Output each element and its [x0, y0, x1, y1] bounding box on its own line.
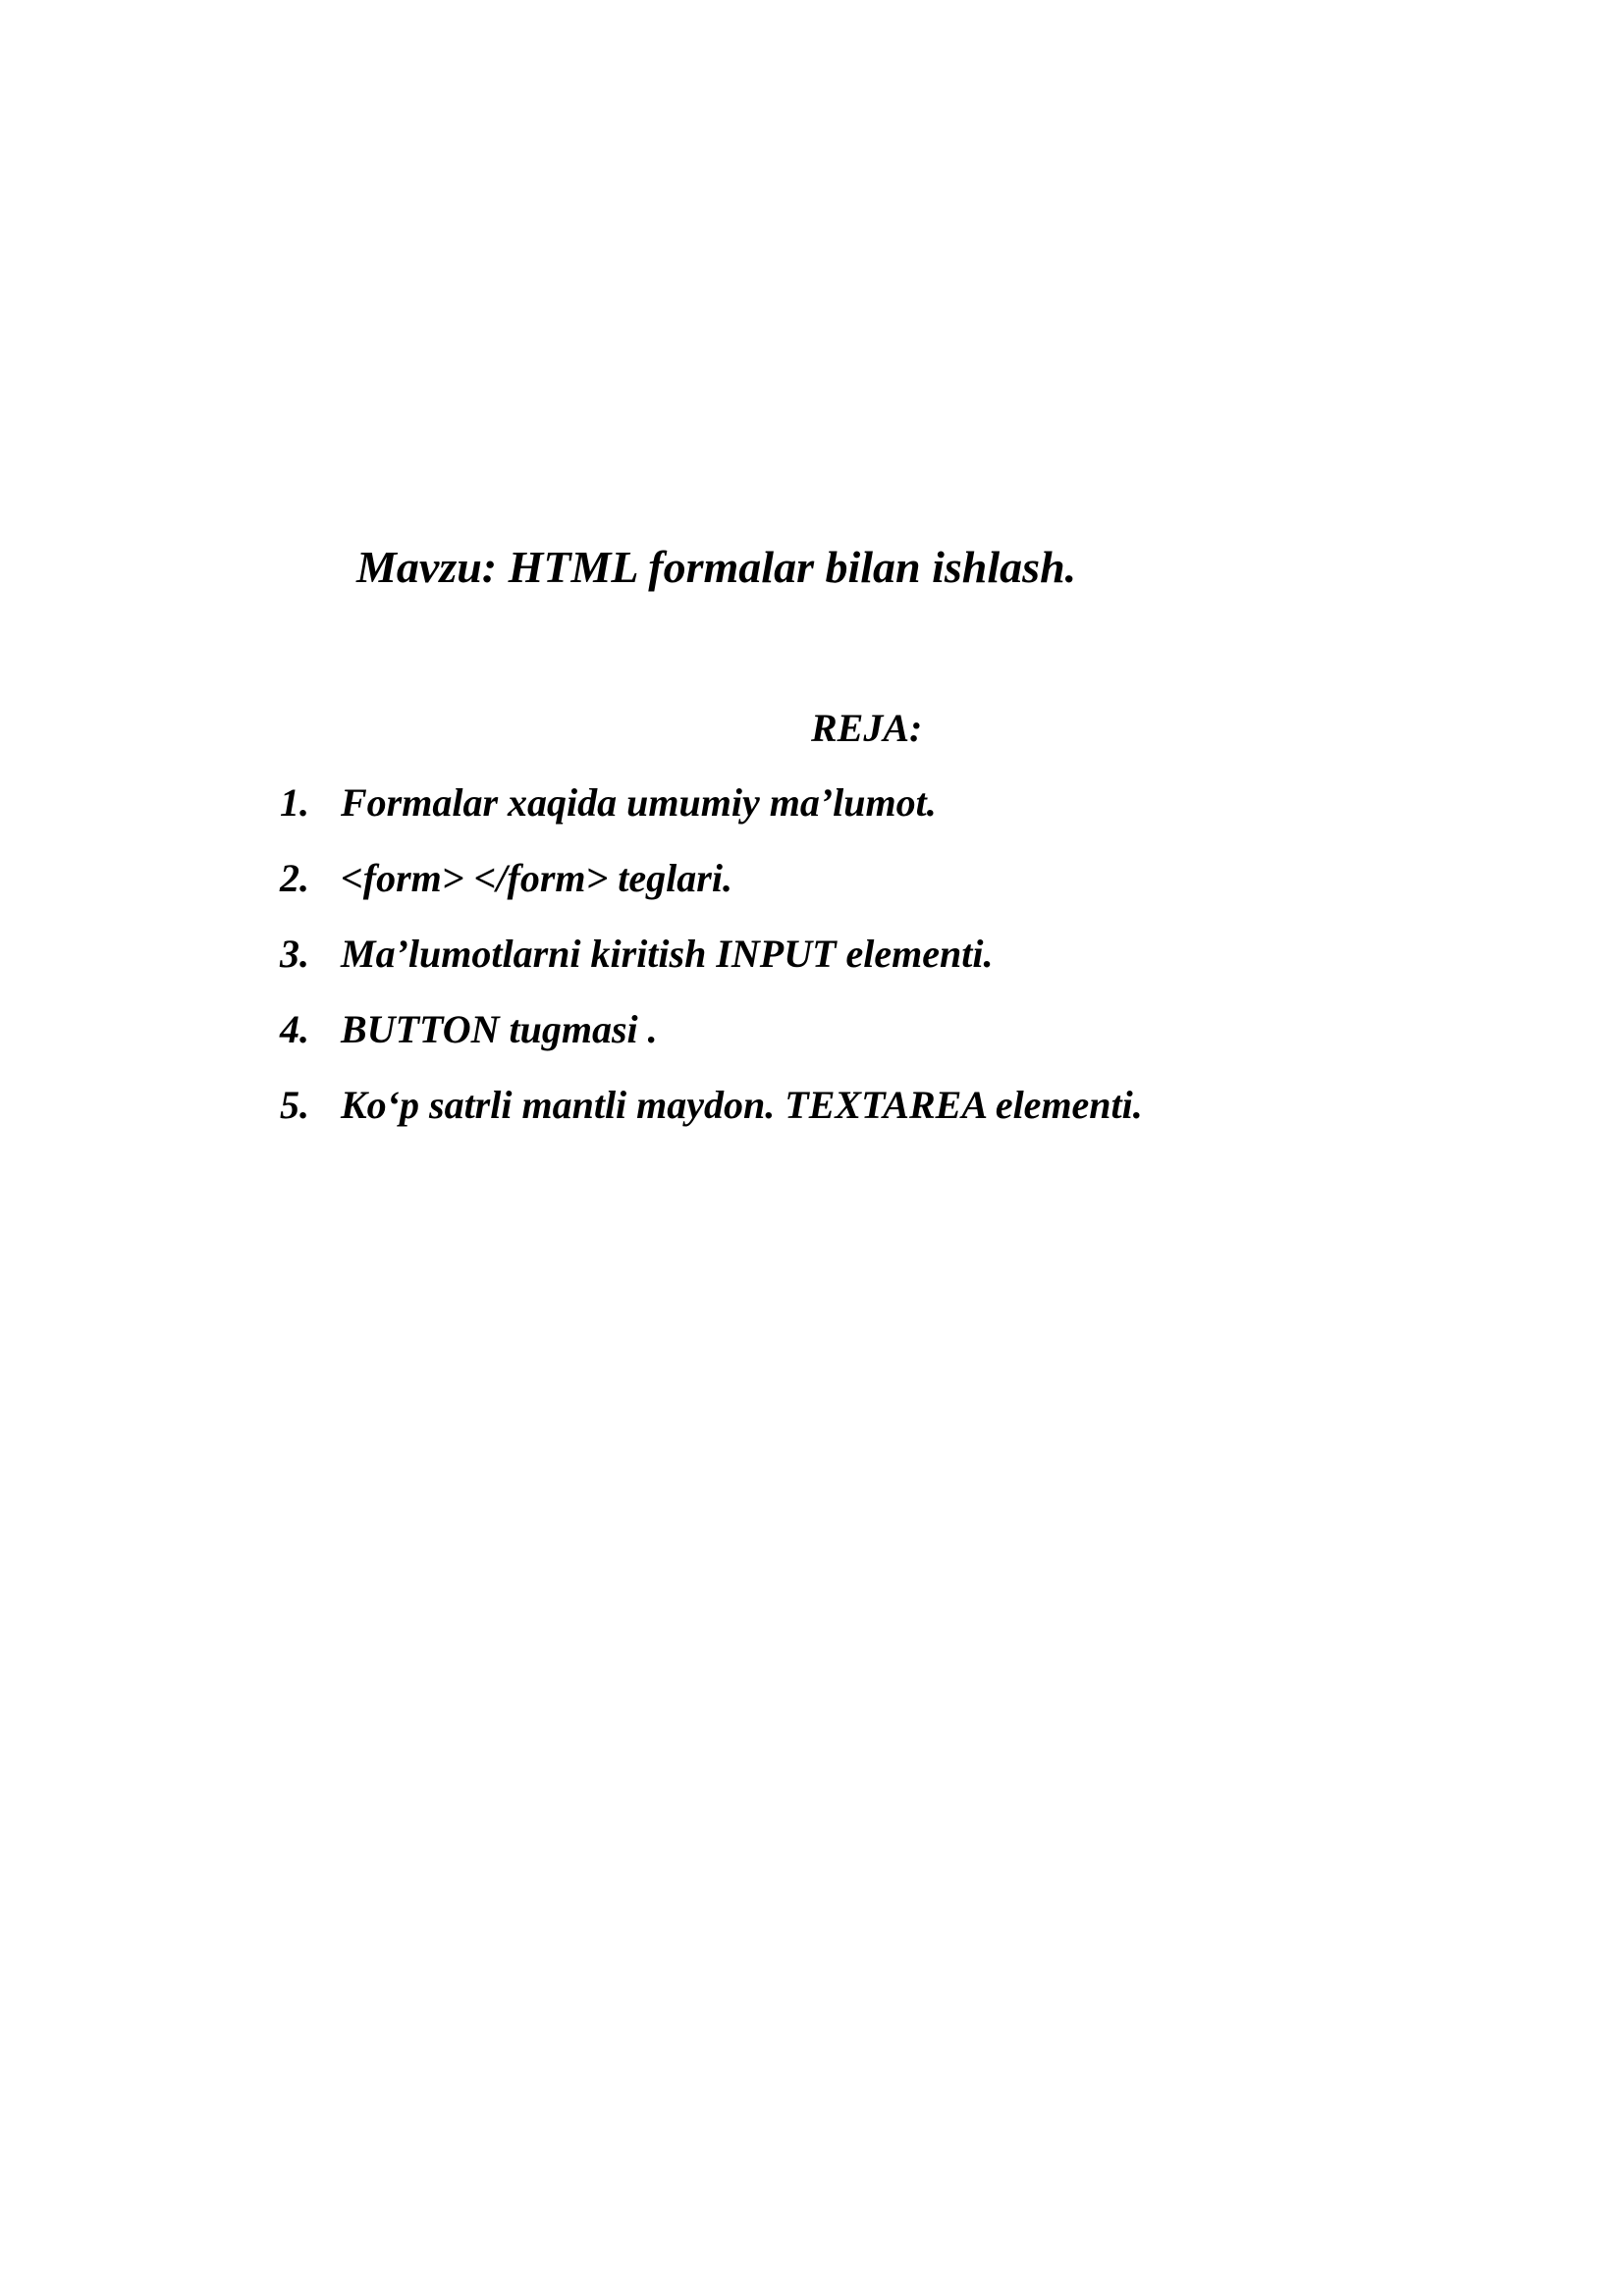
list-item-text: Ko‘p satrli mantli maydon. TEXTAREA elementi. [341, 1083, 1143, 1127]
list-item-number: 3. [280, 932, 309, 976]
list-item-number: 2. [280, 856, 309, 900]
list-item-number: 4. [280, 1007, 309, 1051]
page-title: Mavzu: HTML formalar bilan ishlash. [356, 542, 1077, 592]
list-item-text: BUTTON tugmasi . [341, 1007, 658, 1051]
list-item-number: 5. [280, 1083, 309, 1127]
list-item-text: <form> </form> teglari. [341, 856, 732, 900]
list-item-number: 1. [280, 780, 309, 825]
plan-heading: REJA: [811, 706, 923, 750]
list-item-text: Formalar xaqida umumiy ma’lumot. [341, 780, 937, 825]
list-item-text: Ma’lumotlarni kiritish INPUT elementi. [341, 932, 994, 976]
